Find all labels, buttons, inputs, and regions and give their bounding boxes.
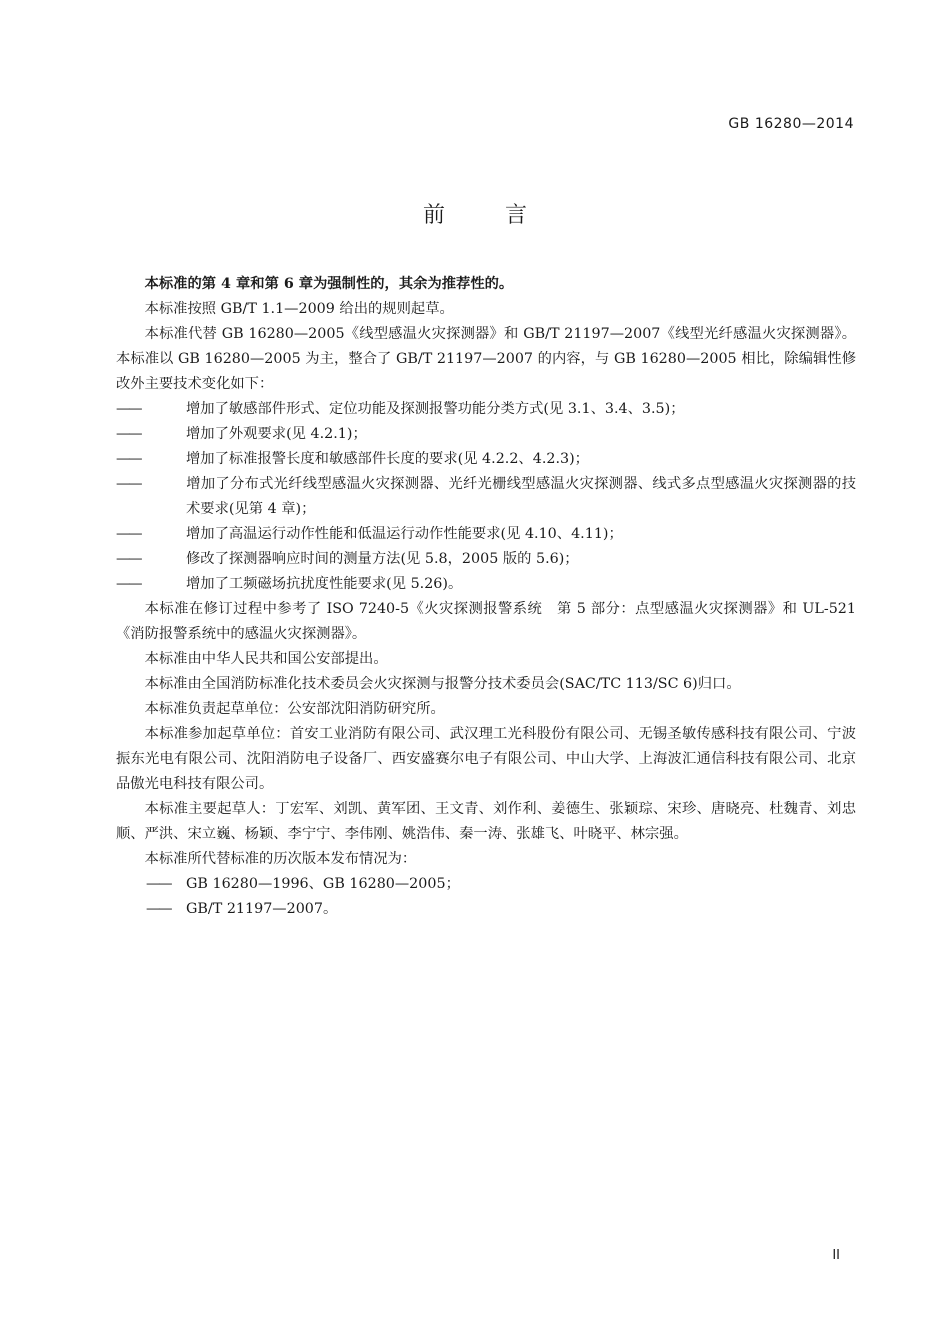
change-text: 增加了标准报警长度和敏感部件长度的要求(见 4.2.2、4.2.3)； [186,451,589,467]
paragraph-participating-units: 本标准参加起草单位：首安工业消防有限公司、武汉理工光科股份有限公司、无锡圣敏传感科技有限公司、宁波振东光电有限公司、沈阳消防电子设备厂、西安盛赛尔电子有限公司、中山大学、上海波汇通信科技有限公司、北京品傲光电科技有限公司。 [116,726,856,792]
history-text: GB/T 21197—2007。 [186,901,338,917]
paragraph-replacement: 本标准代替 GB 16280—2005《线型感温火灾探测器》和 GB/T 21197—2007《线型光纤感温火灾探测器》。本标准以 GB 16280—2005 为主，整合了 GB/T 21197—2007 的内容，与 GB 16280—2005 相比，除编辑性修改外主要技术变化如下： [116,326,856,392]
paragraph-committee: 本标准由全国消防标准化技术委员会火灾探测与报警分技术委员会(SAC/TC 113/SC 6)归口。 [144,676,741,692]
dash-mark: —— [116,426,141,442]
paragraph-references: 本标准在修订过程中参考了 ISO 7240-5《火灾探测报警系统 第 5 部分：点型感温火灾探测器》和 UL-521《消防报警系统中的感温火灾探测器》。 [116,601,856,642]
dash-mark: —— [116,551,141,567]
change-item [116,547,856,572]
page-title: 前言 [422,203,587,228]
change-item [116,447,856,472]
change-text: 增加了工频磁场抗扰度性能要求(见 5.26)。 [186,576,463,592]
dash-mark: —— [116,576,141,592]
paragraph-mandatory: 本标准的第 4 章和第 6 章为强制性的，其余为推荐性的。 [144,276,514,292]
change-text: 增加了分布式光纤线型感温火灾探测器、光纤光栅线型感温火灾探测器、线式多点型感温火灾探测器的技术要求(见第 4 章)； [186,476,856,517]
change-text: 增加了敏感部件形式、定位功能及探测报警功能分类方式(见 3.1、3.4、3.5)； [186,401,685,417]
dash-mark: —— [116,451,141,467]
dash-mark: —— [116,526,141,542]
dash-mark: —— [146,876,171,892]
dash-mark: —— [116,401,141,417]
dash-mark: —— [146,901,171,917]
foreword-body [116,272,856,922]
paragraph-drafting-rules: 本标准按照 GB/T 1.1—2009 给出的规则起草。 [144,301,454,317]
change-text: 增加了外观要求(见 4.2.1)； [186,426,367,442]
history-text: GB 16280—1996、GB 16280—2005； [186,876,460,892]
change-text: 增加了高温运行动作性能和低温运行动作性能要求(见 4.10、4.11)； [186,526,623,542]
paragraph-proposer: 本标准由中华人民共和国公安部提出。 [144,651,388,667]
standard-code: GB 16280—2014 [728,116,854,132]
change-item [116,422,856,447]
history-item [116,897,856,922]
paragraph-lead-drafter: 本标准负责起草单位：公安部沈阳消防研究所。 [144,701,445,717]
history-item [116,872,856,897]
page-number: II [832,1248,840,1263]
paragraph-drafters: 本标准主要起草人：丁宏军、刘凯、黄军团、王文青、刘作利、姜德生、张颖琮、宋珍、唐晓亮、杜魏青、刘忠顺、严洪、宋立巍、杨颖、李宁宁、李伟刚、姚浩伟、秦一涛、张雄飞、叶晓平、林宗强。 [116,801,856,842]
change-text: 修改了探测器响应时间的测量方法(见 5.8，2005 版的 5.6)； [186,551,579,567]
change-item [116,397,856,422]
change-item [116,522,856,547]
dash-mark: —— [116,476,141,492]
change-item [116,472,856,522]
paragraph-history-intro: 本标准所代替标准的历次版本发布情况为： [144,851,417,867]
change-item [116,572,856,597]
